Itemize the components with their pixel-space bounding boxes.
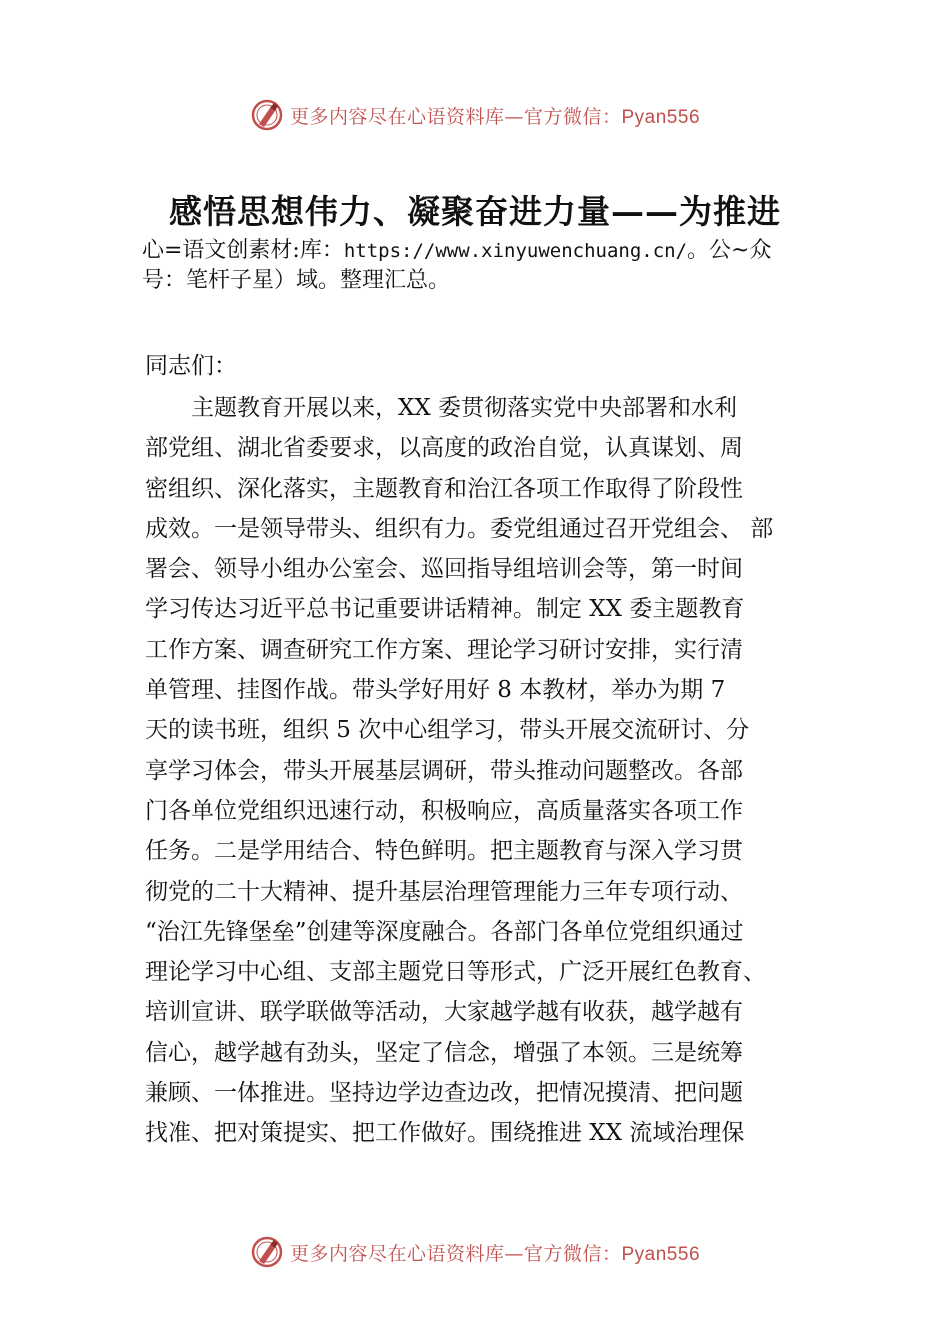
- body-line: “治江先锋堡垒”创建等深度融合。各部门各单位党组织通过: [145, 918, 744, 945]
- wechat-id: Pyan556: [621, 1243, 701, 1265]
- body-line: 兼顾、一体推进。坚持边学边查边改，把情况摸清、把问题: [145, 1080, 743, 1107]
- source-suffix: 。公~众: [687, 238, 772, 263]
- source-url: https://www.xinyuwenchuang.cn/: [343, 240, 688, 262]
- body-line: 学习传达习近平总书记重要讲话精神。制定 XX 委主题教育: [145, 596, 745, 623]
- body-line: 理论学习中心组、支部主题党日等形式，广泛开展红色教育、: [145, 959, 766, 986]
- body-line: 密组织、深化落实，主题教育和治江各项工作取得了阶段性: [145, 475, 743, 502]
- document-title: 感悟思想伟力、凝聚奋进力量——为推进: [169, 192, 781, 231]
- body-line: 任务。二是学用结合、特色鲜明。把主题教育与深入学习贯: [145, 838, 743, 865]
- source-note: [142, 236, 842, 296]
- body-line: 门各单位党组织迅速行动，积极响应，高质量落实各项工作: [145, 797, 743, 824]
- body-line: 培训宣讲、联学联做等活动，大家越学越有收获，越学越有: [145, 999, 743, 1026]
- source-line-2: 号：笔杆子星）域。整理汇总。: [142, 268, 451, 293]
- body-line: 找准、把对策提实、把工作做好。围绕推进 XX 流域治理保: [145, 1120, 745, 1147]
- footer-watermark-banner: [0, 1232, 950, 1272]
- watermark-text: 更多内容尽在心语资料库—官方微信：Pyan556: [289, 1242, 701, 1265]
- body-line: 部党组、湖北省委要求，以高度的政治自觉，认真谋划、周: [145, 435, 743, 462]
- body-line: 信心，越学越有劲头，坚定了信念，增强了本领。三是统筹: [145, 1039, 743, 1066]
- body-line: 工作方案、调查研究工作方案、理论学习研讨安排，实行清: [145, 636, 743, 663]
- watermark-text: 更多内容尽在心语资料库—官方微信：Pyan556: [289, 105, 701, 128]
- body-line: 成效。一是领导带头、组织有力。委党组通过召开党组会、 部: [145, 515, 774, 542]
- pen-nib-seal-icon: [250, 1235, 284, 1269]
- source-prefix: 心=语文创素材:库：: [142, 238, 344, 263]
- header-watermark-banner: [0, 95, 950, 135]
- body-line: 单管理、挂图作战。带头学好用好 8 本教材，举办为期 7: [145, 677, 726, 704]
- body-line: 享学习体会，带头开展基层调研，带头推动问题整改。各部: [145, 757, 743, 784]
- body-line: 署会、领导小组办公室会、巡回指导组培训会等，第一时间: [145, 556, 743, 583]
- salutation: 同志们：: [145, 353, 237, 379]
- body-line: 天的读书班，组织 5 次中心组学习，带头开展交流研讨、分: [145, 717, 750, 744]
- body-line: 彻党的二十大精神、提升基层治理管理能力三年专项行动、: [145, 878, 743, 905]
- pen-nib-seal-icon: [250, 98, 284, 132]
- body-paragraph: [145, 388, 807, 1154]
- wechat-id: Pyan556: [621, 106, 701, 128]
- body-line: 主题教育开展以来，XX 委贯彻落实党中央部署和水利: [145, 395, 738, 421]
